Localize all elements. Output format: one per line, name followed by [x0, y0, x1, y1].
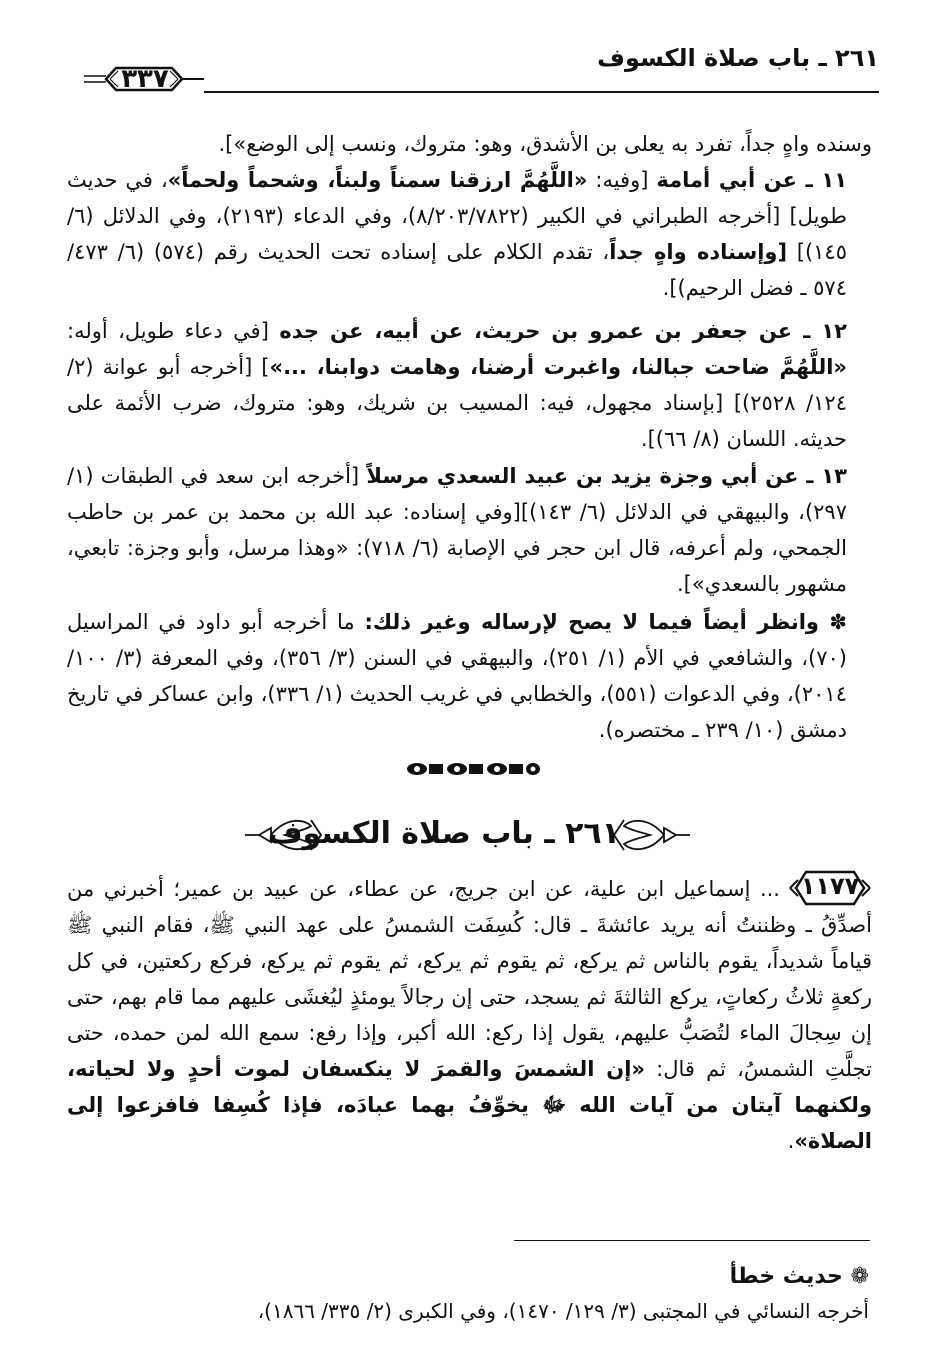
running-header: ٢٦١ ـ باب صلاة الكسوف	[597, 44, 879, 72]
chapter-title: ٢٦١ ـ باب صلاة الكسوف	[267, 816, 620, 851]
hadith-text-body: ... إسماعيل ابن علية، عن ابن جريج، عن عطاء، عن عبيد بن عمير؛ أخبرني من أصدِّقُ ـ وظننتُ أنه يريد عائشةَ ـ قال: كُسِفَت الشمسُ على عهد النبي ﷺ، فقام النبي ﷺ قياماً شديداً، يقوم بالناس ثم يركع، ثم يقوم ثم يركع، ثم يقوم ثم يركع، فركع ركعتين، في كل ركعةٍ ثلاثُ ركعاتٍ، يركع الثالثةَ ثم يسجد، حتى إن رجالاً يومئذٍ ليُغشَى عليهم مما قام بهم، حتى إن سِجالَ الماء لتُصَبُّ عليهم، يقول إذا ركع: الله أكبر، وإذا رفع: سمع الله لمن حمده، حتى تجلَّتِ الشمسُ، ثم قال:	[67, 877, 872, 1081]
narrator-abu-umama: ١١ ـ عن أبي أمامة	[656, 168, 848, 192]
see-also-heading: ✽ وانظر أيضاً فيما لا يصح لإرساله وغير ذلك:	[364, 610, 847, 634]
paragraph-3-text-a: [في دعاء طويل، أوله:	[67, 319, 280, 343]
hadith-number: ١١٧٧	[800, 872, 860, 900]
footnote-rule	[514, 1240, 870, 1241]
hadith-text	[67, 871, 872, 1159]
paragraph-1	[67, 126, 872, 162]
footnote-text: أخرجه النسائي في المجتبى (٣/ ١٢٩/ ١٤٧٠)، وفي الكبرى (٢/ ٣٣٥/ ١٨٦٦)،	[257, 1299, 869, 1323]
narrator-jafar: ١٢ ـ عن جعفر بن عمرو بن حريث، عن أبيه، عن جده	[279, 319, 847, 343]
footnote-title: ❁ حديث خطأ	[729, 1264, 869, 1289]
page-number: ٣٣٧	[121, 64, 169, 94]
paragraph-1-text: وسنده واهٍ جداً، تفرد به يعلى بن الأشدق، وهو: متروك، ونسب إلى الوضع»].	[218, 132, 872, 156]
dua-text-3: «اللَّهُمَّ ضاحت جبالنا، واغبرت أرضنا، وهامت دوابنا، ...»	[269, 355, 847, 379]
paragraph-3	[67, 313, 872, 457]
paragraph-5	[67, 604, 872, 748]
paragraph-3-text-b: ] [أخرجه أبو عوانة (٢/ ١٢٤/ ٢٥٢٨)] [بإسناد مجهول، فيه: المسيب بن شريك، وهو: متروك، ضرب الأئمة على حديثه. اللسان (٨/ ٦٦)].	[67, 355, 847, 451]
section-divider-ornament-icon	[405, 761, 541, 777]
paragraph-5-text: ما أخرجه أبو داود في المراسيل (٧٠)، والشافعي في الأم (١/ ٢٥١)، والبيهقي في السنن (٣/ ٣٥٦)، وفي المعرفة (٣/ ١٠٠/ ٢٠١٤)، وفي الدعوات (٥٥١)، والخطابي في غريب الحديث (١/ ٣٣٦)، وابن عساكر في تاريخ دمشق (١٠/ ٢٣٩ ـ مختصره).	[67, 610, 847, 742]
paragraph-2-text-b: ، في حديث طويل] [أخرجه الطبراني في الكبير (٨/٢٠٣/٧٨٢٢)، وفي الدعاء (٢١٩٣)، وفي الدلائل (٦/ ١٤٥)]	[67, 168, 847, 264]
dua-text-2: «اللَّهُمَّ ارزقنا سمناً ولبناً، وشحماً ولحماً»	[167, 168, 588, 192]
paragraph-2-text-c: ، تقدم الكلام على إسناده تحت الحديث رقم (٥٧٤) (٦/ ٤٧٣/ ٥٧٤ ـ فضل الرحيم)].	[67, 240, 847, 300]
narrator-abu-wajza: ١٣ ـ عن أبي وجزة يزيد بن عبيد السعدي مرسلاً	[366, 464, 847, 488]
hadith-text-end: .	[787, 1129, 795, 1153]
page-number-frame	[84, 62, 204, 96]
hadith-prophet-saying: «إن الشمسَ والقمرَ لا ينكسفان لموت أحدٍ ولا لحياته، ولكنهما آيتان من آيات الله ﷻ يخوِّفُ بهما عبادَه، فإذا كُسِفا فافزعوا إلى الصلاة»	[67, 1057, 872, 1153]
paragraph-4-text-a: [أخرجه ابن سعد في الطبقات (١/ ٢٩٧)، والبيهقي في الدلائل (٦/ ١٤٣)][وفي إسناده: عبد الله بن محمد بن عمر بن حاطب الجمحي، ولم أعرفه، قال ابن حجر في الإصابة (٦/ ٧١٨): «وهذا مرسل، وأبو وجزة: تابعي، مشهور بالسعدي»].	[67, 464, 847, 596]
grading-2: [وإسناده واهٍ جداً	[609, 240, 788, 264]
chapter-title-frame	[245, 808, 690, 862]
paragraph-4	[67, 458, 872, 602]
paragraph-2-text-a: [وفيه:	[587, 168, 657, 192]
paragraph-2	[67, 162, 872, 306]
